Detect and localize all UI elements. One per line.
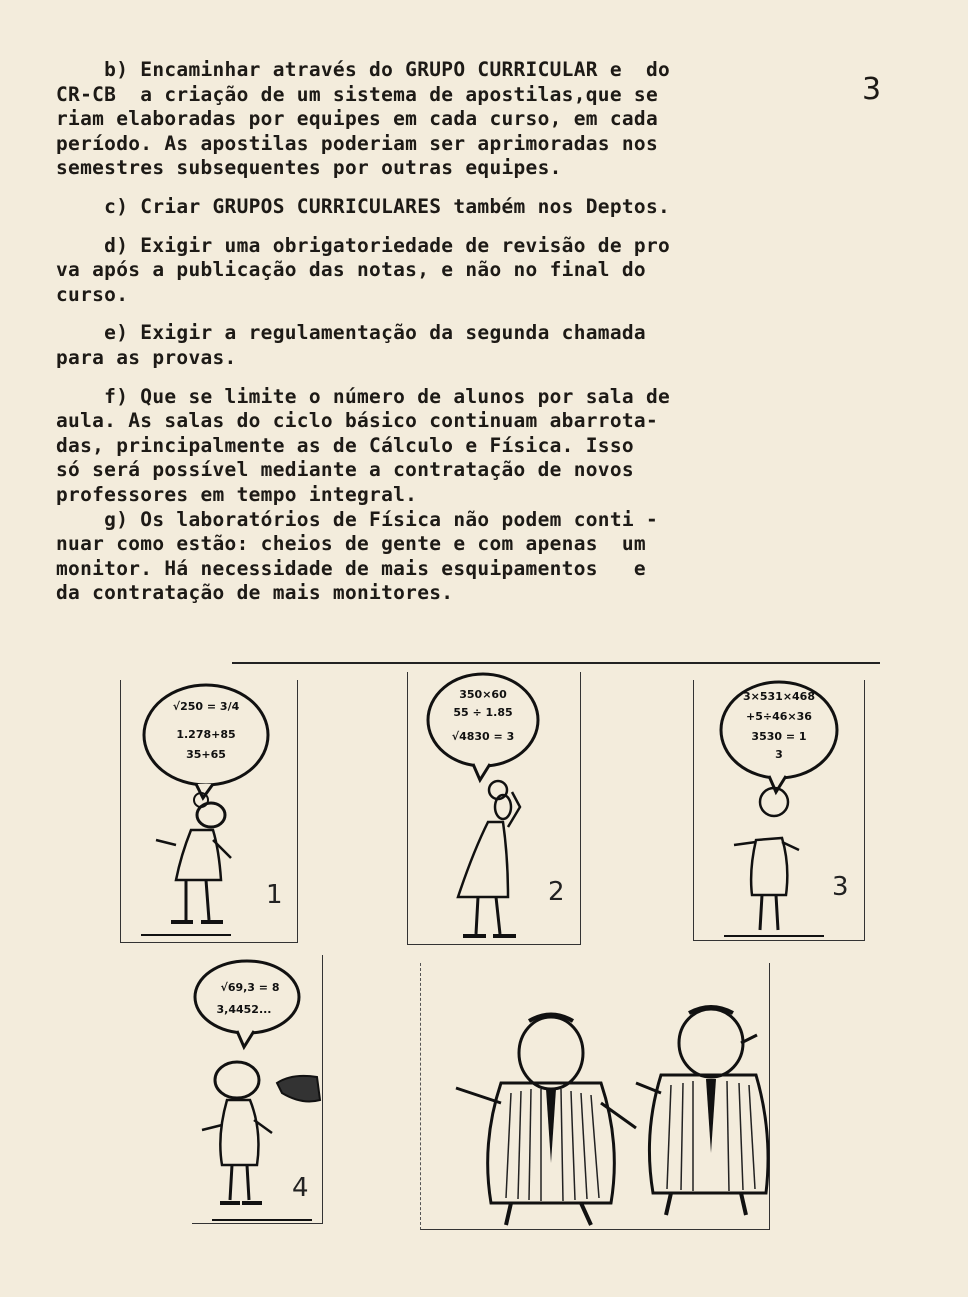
paragraph-c xyxy=(56,195,816,220)
section-divider xyxy=(232,662,880,664)
panel-number: 3 xyxy=(832,872,849,902)
bubble-line: 1.278+85 xyxy=(176,728,236,741)
bubble-line: +5÷46×36 xyxy=(746,710,812,723)
bubble-line: √69,3 = 8 xyxy=(220,981,280,994)
text-line: riam elaboradas por equipes em cada curso, em cada xyxy=(56,107,658,131)
paragraph-g xyxy=(56,508,816,606)
text-line: d) Exigir uma obrigatoriedade de revisão de pro xyxy=(56,233,671,257)
panel-number: 1 xyxy=(266,880,283,910)
comic-panel-2 xyxy=(407,672,581,945)
text-line: CR-CB a criação de um sistema de apostilas,que se xyxy=(56,82,658,106)
paragraph-f xyxy=(56,385,816,508)
text-line: va após a publicação das notas, e não no final do xyxy=(56,258,646,282)
panel-number: 4 xyxy=(292,1173,309,1203)
bubble-line: 3×531×468 xyxy=(742,690,816,703)
text-line: da contratação de mais monitores. xyxy=(56,581,454,605)
bubble-line: 3,4452... xyxy=(216,1003,272,1016)
text-line: das, principalmente as de Cálculo e Física. Isso xyxy=(56,433,634,457)
text-line: só será possível mediante a contratação de novos xyxy=(56,458,634,482)
bubble-line: 350×60 xyxy=(459,688,507,701)
text-line: e) Exigir a regulamentação da segunda chamada xyxy=(56,321,646,345)
paragraph-b xyxy=(56,58,816,181)
text-line: período. As apostilas poderiam ser aprimoradas nos xyxy=(56,131,658,155)
text-line: nuar como estão: cheios de gente e com apenas um xyxy=(56,532,646,556)
bubble-line: 3 xyxy=(775,748,783,761)
bubble-line: 55 ÷ 1.85 xyxy=(453,706,513,719)
two-professors-walking-illustration xyxy=(421,963,769,1229)
comic-panel-4 xyxy=(192,955,323,1224)
panel-number: 2 xyxy=(548,877,565,907)
text-line: b) Encaminhar através do GRUPO CURRICULAR e do xyxy=(56,58,671,81)
text-line: c) Criar GRUPOS CURRICULARES também nos Deptos. xyxy=(56,194,671,218)
text-line: semestres subsequentes por outras equipes. xyxy=(56,156,562,180)
bubble-line: √250 = 3/4 xyxy=(172,700,240,713)
text-line: monitor. Há necessidade de mais esquipamentos e xyxy=(56,556,646,580)
text-line: f) Que se limite o número de alunos por sala de xyxy=(56,384,671,408)
paragraph-d xyxy=(56,234,816,308)
paragraph-e xyxy=(56,321,816,370)
bubble-line: 3530 = 1 xyxy=(751,730,807,743)
text-line: professores em tempo integral. xyxy=(56,482,418,506)
text-line: para as provas. xyxy=(56,345,237,369)
comic-panel-5 xyxy=(420,963,770,1230)
comic-panel-1 xyxy=(120,680,298,943)
body-text xyxy=(56,58,816,620)
bubble-line: 35+65 xyxy=(186,748,226,761)
page-number: 3 xyxy=(862,72,882,107)
comic-panel-3 xyxy=(693,680,865,941)
text-line: aula. As salas do ciclo básico continuam abarrota- xyxy=(56,409,658,433)
text-line: curso. xyxy=(56,282,129,306)
text-line: g) Os laboratórios de Física não podem conti - xyxy=(56,507,658,531)
bubble-line: √4830 = 3 xyxy=(451,730,515,743)
